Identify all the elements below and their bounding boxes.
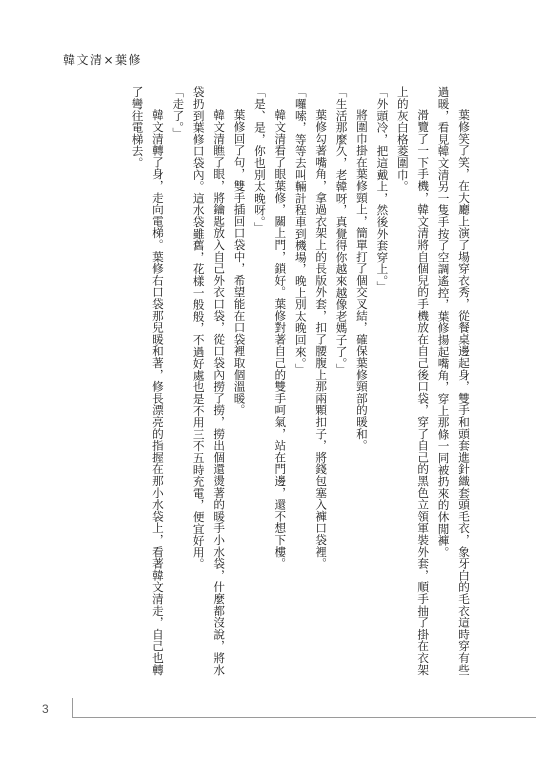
paragraph: 「是、是，你也別太晚呀。」 — [252, 86, 267, 234]
paragraph: 「走了。」 — [171, 86, 186, 140]
paragraph: 將圍巾掛在葉修頸上，簡單打了個交叉結，確保葉修頸部的暖和。 — [354, 109, 369, 452]
vertical-body-text — [127, 86, 474, 681]
paragraph: 「囉嗦，等等去叫輛計程車到機場，晚上別太晚回來。」 — [293, 86, 308, 376]
paragraph: 葉修笑了笑，在大廳上演了場穿衣秀，從餐桌邊起身，雙手和頭套進針織套頭毛衣，象牙白的毛衣這時穿有些過暖，看見韓文清另一隻手按了空調遙控，葉修揚起嘴角，穿上那條一同被扔來的休閒褲。 — [436, 86, 471, 676]
paragraph: 韓文清轉了身，走向電梯。葉修右口袋那兒暖和著，修長漂亮的指握在那小水袋上，看著韓文清走，自己也轉了彎往電梯去。 — [130, 86, 165, 676]
paragraph: 韓文清看了眼葉修，關上門，鎖好。葉修對著自己的雙手呵氣，站在門邊，還不想下樓。 — [273, 109, 288, 570]
paragraph: 韓文清瞧了眼，將鑰匙放入自己外衣口袋，從口袋內撈了撈，撈出個還燙著的暖手小水袋，什麼都沒說，將水袋扔到葉修口袋內。這水袋雖舊，花樣一般般，不過好處也是不用三不五時充電，便宜好用。 — [191, 86, 227, 676]
page-number: 3 — [42, 702, 49, 716]
paragraph: 滑覽了一下手機，韓文清將自個兒的手機放在自己後口袋，穿了自己的黑色立領軍裝外套，順手抽了掛在衣架上的灰白格菱圍巾。 — [395, 86, 431, 676]
paragraph: 葉修勾著嘴角，拿過衣架上的長版外套，扣了腰腹上那兩顆扣子，將錢包塞入褲口袋裡。 — [314, 109, 329, 570]
footer-rule — [72, 717, 536, 718]
paragraph: 「生活那麼久，老韓呀，真覺得你越來越像老媽子了。」 — [334, 86, 349, 376]
running-header-title: 韓文清×葉修 — [63, 53, 143, 67]
footer-divider-tick — [72, 698, 73, 718]
paragraph: 葉修回了句，雙手插回口袋中，希望能在口袋裡取個溫暖。 — [232, 109, 247, 416]
paragraph: 「外頭冷，把這戴上，然後外套穿上。」 — [375, 86, 390, 293]
